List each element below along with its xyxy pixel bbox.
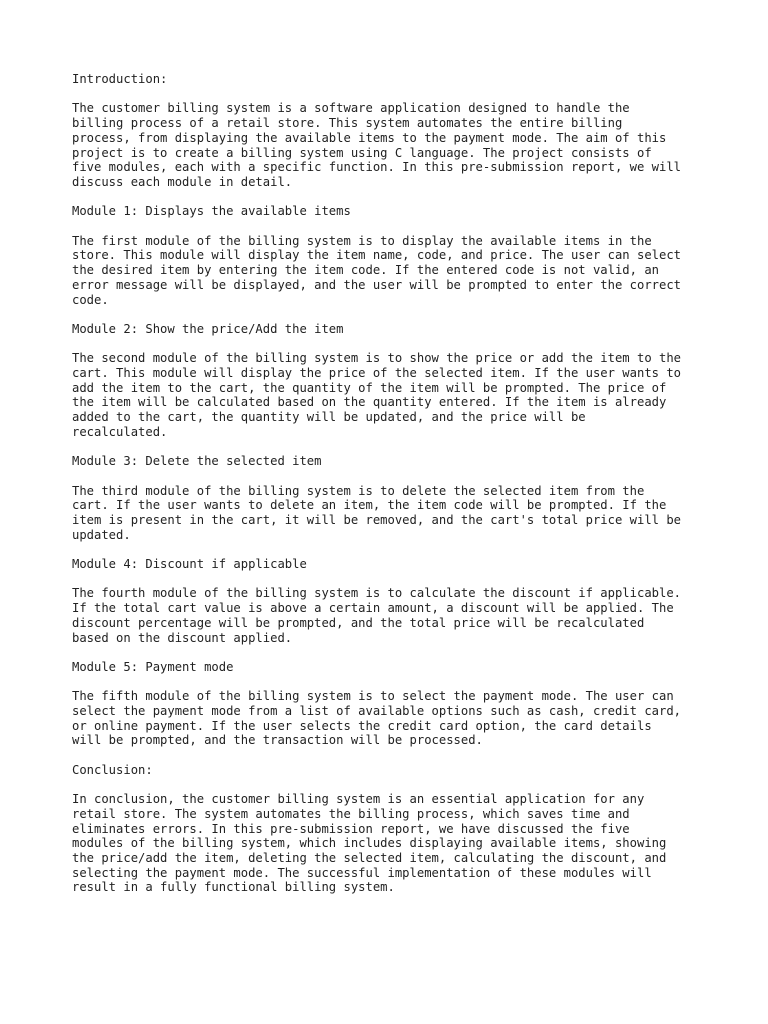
heading-introduction: Introduction: <box>72 72 168 86</box>
paragraph-module-1: The first module of the billing system is to display the available items in the store. This module will display the item name, code, and price. The user can select the desired item by entering the item code. If the entered code is not valid, an error message will be displayed, and the user will be prompted to enter the correct code. <box>72 233 682 307</box>
heading-conclusion: Conclusion: <box>72 762 153 777</box>
heading-module-2: Module 2: Show the price/Add the item <box>72 321 344 336</box>
paragraph-module-4: The fourth module of the billing system is to calculate the discount if applicable. If the total cart value is above a certain amount, a discount will be applied. The discount percentage will be prompted, and the total price will be recalculated based on the discount applied. <box>72 586 682 645</box>
paragraph-conclusion: In conclusion, the customer billing system is an essential application for any retail store. The system automates the billing process, which saves time and eliminates errors. In this pre-submission report, we have discussed the five modules of the billing system, which includes displaying available items, showing the price/add the item, deleting the selected item, calculating the discount, and selecting the payment mode. The successful implementation of these modules will result in a fully functional billing system. <box>72 792 667 895</box>
heading-module-4: Module 4: Discount if applicable <box>72 557 307 572</box>
paragraph-module-5: The fifth module of the billing system is to select the payment mode. The user can select the payment mode from a list of available options such as cash, credit card, or online payment. If the user selects the credit card option, the card details will be prompted, and the transaction will be processed. <box>72 689 682 748</box>
document-body <box>72 72 702 910</box>
paragraph-module-2: The second module of the billing system is to show the price or add the item to the cart. This module will display the price of the selected item. If the user wants to add the item to the cart, the quantity of the item will be prompted. The price of the item will be calculated based on the quantity entered. If the item is already added to the cart, the quantity will be updated, and the price will be recalculated. <box>72 351 682 439</box>
paragraph-module-3: The third module of the billing system is to delete the selected item from the cart. If the user wants to delete an item, the item code will be prompted. If the item is present in the cart, it will be removed, and the cart's total price will be updated. <box>72 483 682 542</box>
heading-module-3: Module 3: Delete the selected item <box>72 454 322 469</box>
heading-module-5: Module 5: Payment mode <box>72 659 234 674</box>
paragraph-introduction: The customer billing system is a software application designed to handle the billing process of a retail store. This system automates the entire billing process, from displaying the available items to the payment mode. The aim of this project is to create a billing system using C language. The project consists of five modules, each with a specific function. In this pre-submission report, we will discuss each module in detail. <box>72 101 682 189</box>
heading-module-1: Module 1: Displays the available items <box>72 204 351 219</box>
